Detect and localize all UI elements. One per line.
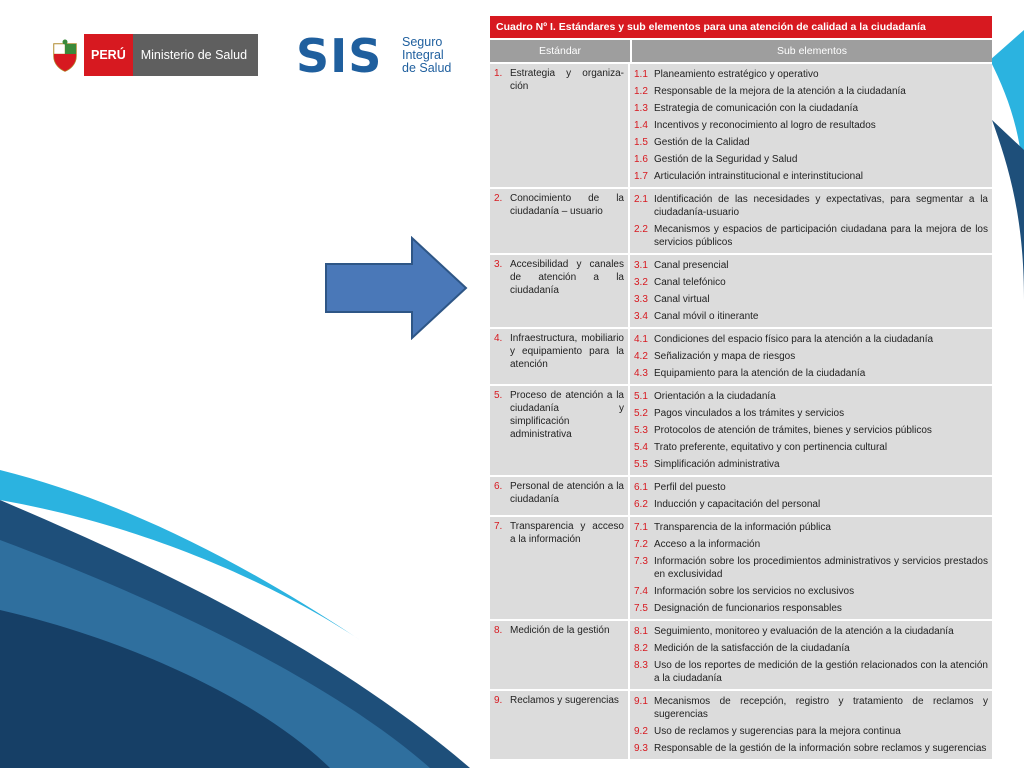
subelement-number: 8.2 <box>634 643 648 654</box>
subelement-number: 2.1 <box>634 194 648 205</box>
standard-number: 3. <box>494 259 503 270</box>
subelement-item <box>634 134 988 151</box>
standard-cell <box>490 386 630 475</box>
standard-label: Infraestructura, mobiliario y equipamiento para la atención <box>510 333 624 370</box>
table-body <box>490 62 992 759</box>
subelement-number: 8.1 <box>634 626 648 637</box>
subelement-text: Responsable de la mejora de la atención a la ciudadanía <box>654 86 906 97</box>
subelement-number: 5.1 <box>634 391 648 402</box>
subelement-number: 5.5 <box>634 459 648 470</box>
standard-label: Transparencia y acceso a la información <box>510 521 624 545</box>
subelement-number: 7.5 <box>634 603 648 614</box>
subelement-number: 9.2 <box>634 726 648 737</box>
subelement-text: Canal presencial <box>654 260 729 271</box>
subelement-number: 5.2 <box>634 408 648 419</box>
standard-number: 4. <box>494 333 503 344</box>
subelement-number: 1.7 <box>634 171 648 182</box>
subelement-number: 1.5 <box>634 137 648 148</box>
standard-number: 7. <box>494 521 503 532</box>
standard-cell <box>490 64 630 187</box>
table-row <box>490 515 992 619</box>
standard-cell <box>490 329 630 384</box>
subelement-item <box>634 740 988 757</box>
right-wave-2 <box>992 120 1024 300</box>
subelement-number: 4.3 <box>634 368 648 379</box>
table-row <box>490 619 992 689</box>
subelement-item <box>634 723 988 740</box>
subelement-item <box>634 83 988 100</box>
standard-number: 9. <box>494 695 503 706</box>
table-row <box>490 327 992 384</box>
standard-number: 8. <box>494 625 503 636</box>
subelement-text: Articulación intrainstitucional e interinstitucional <box>654 171 863 182</box>
standard-label: Proceso de atención a la ciudadanía y simplificación administrativa <box>510 390 624 440</box>
subelement-item <box>634 308 988 325</box>
subelement-item <box>634 623 988 640</box>
table-row <box>490 253 992 327</box>
subelement-item <box>634 693 988 723</box>
subelement-item <box>634 365 988 382</box>
subelements-cell <box>630 477 992 515</box>
subelement-number: 2.2 <box>634 224 648 235</box>
subelement-text: Incentivos y reconocimiento al logro de resultados <box>654 120 876 131</box>
subelement-text: Uso de los reportes de medición de la gestión relacionados con la atención a la ciudadanía <box>654 660 988 684</box>
subelement-text: Gestión de la Calidad <box>654 137 750 148</box>
table-row <box>490 689 992 759</box>
subelement-item <box>634 640 988 657</box>
subelement-number: 6.1 <box>634 482 648 493</box>
subelement-number: 1.3 <box>634 103 648 114</box>
standard-cell <box>490 477 630 515</box>
subelement-item <box>634 422 988 439</box>
standard-label: Personal de atención a la ciudadanía <box>510 481 624 505</box>
sis-line-2: Integral <box>402 48 444 62</box>
table-caption: Cuadro Nº I. Estándares y sub elementos para una atención de calidad a la ciudadanía <box>490 16 992 38</box>
subelement-text: Trato preferente, equitativo y con pertinencia cultural <box>654 442 888 453</box>
subelement-number: 5.4 <box>634 442 648 453</box>
subelement-item <box>634 291 988 308</box>
subelement-text: Perfil del puesto <box>654 482 726 493</box>
peru-label: PERÚ <box>84 34 133 76</box>
subelement-number: 7.4 <box>634 586 648 597</box>
subelements-cell <box>630 517 992 619</box>
standard-number: 1. <box>494 68 503 79</box>
subelement-number: 3.2 <box>634 277 648 288</box>
subelement-text: Canal telefónico <box>654 277 726 288</box>
standard-label: Conocimiento de la ciudadanía – usuario <box>510 193 624 217</box>
subelement-item <box>634 519 988 536</box>
subelement-text: Inducción y capacitación del personal <box>654 499 821 510</box>
sis-logo <box>296 30 466 82</box>
subelement-item <box>634 600 988 617</box>
subelement-text: Acceso a la información <box>654 539 761 550</box>
subelement-number: 1.4 <box>634 120 648 131</box>
subelement-number: 1.2 <box>634 86 648 97</box>
subelement-text: Responsable de la gestión de la información sobre reclamos y sugerencias <box>654 743 987 754</box>
subelements-cell <box>630 64 992 187</box>
subelements-cell <box>630 621 992 689</box>
subelements-cell <box>630 329 992 384</box>
sis-line-1: Seguro <box>402 35 443 49</box>
subelement-number: 1.1 <box>634 69 648 80</box>
subelement-item <box>634 117 988 134</box>
standard-cell <box>490 255 630 327</box>
standard-number: 5. <box>494 390 503 401</box>
subelement-number: 7.2 <box>634 539 648 550</box>
coat-of-arms-icon <box>46 34 84 76</box>
col-header-subelements: Sub elementos <box>776 45 848 57</box>
standard-label: Accesibilidad y canales de atención a la ciudadanía <box>510 259 624 296</box>
subelement-item <box>634 439 988 456</box>
subelement-text: Uso de reclamos y sugerencias para la mejora continua <box>654 726 901 737</box>
subelement-item <box>634 151 988 168</box>
subelement-text: Condiciones del espacio físico para la atención a la ciudadanía <box>654 334 934 345</box>
table-row <box>490 384 992 475</box>
subelement-text: Pagos vinculados a los trámites y servicios <box>654 408 845 419</box>
subelement-item <box>634 496 988 513</box>
subelement-item <box>634 348 988 365</box>
subelement-item <box>634 331 988 348</box>
ministry-label: Ministerio de Salud <box>133 34 258 76</box>
sis-mark: SIS <box>296 29 383 83</box>
standard-cell <box>490 517 630 619</box>
subelement-text: Información sobre los servicios no exclusivos <box>654 586 855 597</box>
subelement-item <box>634 479 988 496</box>
table-row <box>490 62 992 187</box>
standard-number: 2. <box>494 193 503 204</box>
subelement-item <box>634 405 988 422</box>
subelement-item <box>634 583 988 600</box>
subelement-number: 1.6 <box>634 154 648 165</box>
peru-ministry-logo <box>46 34 258 76</box>
sis-line-3: de Salud <box>402 61 452 75</box>
subelement-text: Mecanismos y espacios de participación ciudadana para la mejora de los servicios públicos <box>654 224 988 248</box>
subelement-item <box>634 274 988 291</box>
subelement-number: 8.3 <box>634 660 648 671</box>
standard-label: Medición de la gestión <box>510 625 610 636</box>
subelement-text: Planeamiento estratégico y operativo <box>654 69 819 80</box>
standard-label: Estrategia y organiza-ción <box>510 68 624 92</box>
subelement-number: 9.1 <box>634 696 648 707</box>
subelement-number: 6.2 <box>634 499 648 510</box>
subelement-number: 4.1 <box>634 334 648 345</box>
subelement-item <box>634 388 988 405</box>
subelement-item <box>634 456 988 473</box>
subelement-text: Medición de la satisfacción de la ciudadanía <box>654 643 850 654</box>
subelement-number: 7.1 <box>634 522 648 533</box>
table-row <box>490 187 992 253</box>
standards-table <box>490 16 992 759</box>
subelement-text: Información sobre los procedimientos administrativos y servicios prestados en exclusividad <box>654 556 988 580</box>
subelement-text: Gestión de la Seguridad y Salud <box>654 154 798 165</box>
subelement-item <box>634 657 988 687</box>
right-arrow-icon <box>324 236 468 340</box>
subelement-text: Estrategia de comunicación con la ciudadanía <box>654 103 859 114</box>
subelement-number: 3.4 <box>634 311 648 322</box>
standard-cell <box>490 691 630 759</box>
table-header <box>490 38 992 62</box>
subelement-text: Equipamiento para la atención de la ciudadanía <box>654 368 866 379</box>
subelement-text: Transparencia de la información pública <box>654 522 831 533</box>
subelement-item <box>634 257 988 274</box>
subelement-text: Canal virtual <box>654 294 710 305</box>
subelement-text: Canal móvil o itinerante <box>654 311 759 322</box>
subelement-item <box>634 553 988 583</box>
subelement-text: Señalización y mapa de riesgos <box>654 351 796 362</box>
subelement-number: 7.3 <box>634 556 648 567</box>
subelement-item <box>634 536 988 553</box>
subelement-number: 3.1 <box>634 260 648 271</box>
subelements-cell <box>630 189 992 253</box>
standard-number: 6. <box>494 481 503 492</box>
subelement-text: Designación de funcionarios responsables <box>654 603 842 614</box>
subelement-text: Simplificación administrativa <box>654 459 780 470</box>
subelements-cell <box>630 691 992 759</box>
subelement-item <box>634 66 988 83</box>
col-header-standard: Estándar <box>490 40 632 62</box>
standard-cell <box>490 621 630 689</box>
sis-subtitle <box>402 36 451 75</box>
table-row <box>490 475 992 515</box>
subelement-text: Identificación de las necesidades y expectativas, para segmentar a la ciudadanía-usuario <box>654 194 988 218</box>
subelement-text: Protocolos de atención de trámites, bienes y servicios públicos <box>654 425 932 436</box>
header <box>0 0 480 110</box>
subelement-number: 3.3 <box>634 294 648 305</box>
subelement-item <box>634 100 988 117</box>
subelement-number: 5.3 <box>634 425 648 436</box>
subelements-cell <box>630 386 992 475</box>
subelement-item <box>634 221 988 251</box>
subelement-text: Mecanismos de recepción, registro y tratamiento de reclamos y sugerencias <box>654 696 988 720</box>
subelement-number: 4.2 <box>634 351 648 362</box>
standard-cell <box>490 189 630 253</box>
subelement-text: Orientación a la ciudadanía <box>654 391 776 402</box>
subelement-text: Seguimiento, monitoreo y evaluación de la atención a la ciudadanía <box>654 626 954 637</box>
subelement-item <box>634 168 988 185</box>
subelement-number: 9.3 <box>634 743 648 754</box>
subelement-item <box>634 191 988 221</box>
standard-label: Reclamos y sugerencias <box>510 695 619 706</box>
subelements-cell <box>630 255 992 327</box>
